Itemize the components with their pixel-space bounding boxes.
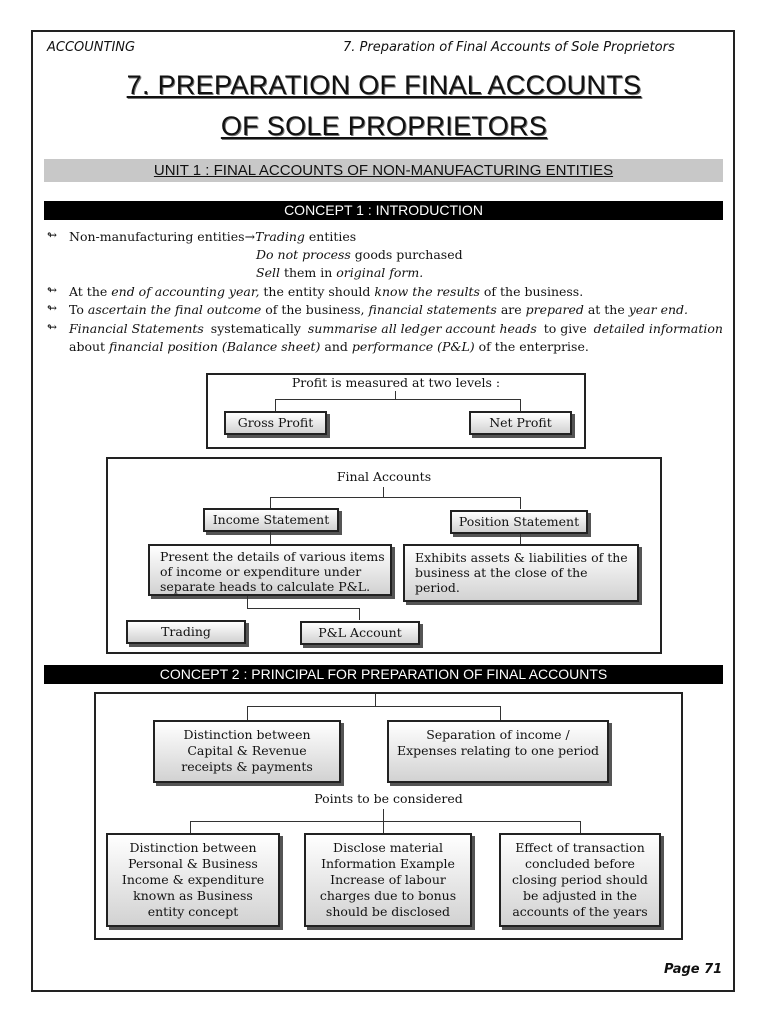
connector: [247, 706, 500, 707]
connector: [580, 821, 581, 833]
connector: [383, 809, 384, 821]
business-entity-box: Distinction between Personal & Business Income & expenditure known as Business entity concept: [106, 833, 280, 927]
connector: [190, 821, 580, 822]
adjustment-box: Effect of transaction concluded before closing period should be adjusted in the accounts of the years: [499, 833, 661, 927]
intro-line7: about financial position (Balance sheet) and performance (P&L) of the enterprise.: [69, 339, 589, 354]
connector: [383, 487, 384, 497]
disclosure-box: Disclose material Information Example Increase of labour charges due to bonus should be disclosed: [304, 833, 472, 927]
intro-line2: Do not process goods purchased: [256, 247, 463, 262]
connector: [375, 694, 376, 706]
connector: [395, 391, 396, 399]
position-statement-box: Position Statement: [450, 510, 588, 534]
net-profit-box: Net Profit: [469, 411, 572, 435]
capital-revenue-box: Distinction between Capital & Revenue receipts & payments: [153, 720, 341, 783]
concept1-heading: CONCEPT 1 : INTRODUCTION: [44, 201, 723, 220]
page-number: Page 71: [664, 962, 723, 977]
final-accounts-heading: Final Accounts: [336, 469, 432, 484]
connector: [359, 608, 360, 620]
bullet-icon: ↬: [47, 320, 58, 334]
connector: [520, 534, 521, 544]
connector: [247, 706, 248, 720]
concept2-heading: CONCEPT 2 : PRINCIPAL FOR PREPARATION OF FINAL ACCOUNTS: [44, 665, 723, 684]
bullet-icon: ↬: [47, 283, 58, 297]
intro-line3: Sell them in original form.: [256, 265, 424, 280]
intro-line4: At the end of accounting year, the entity should know the results of the business.: [69, 284, 584, 299]
bullet-icon: ↬: [47, 301, 58, 315]
points-heading: Points to be considered: [314, 791, 463, 806]
connector: [383, 821, 384, 833]
connector: [247, 596, 248, 608]
unit-heading: UNIT 1 : FINAL ACCOUNTS OF NON-MANUFACTURING ENTITIES: [44, 159, 723, 182]
connector: [270, 532, 271, 544]
connector: [500, 706, 501, 720]
connector: [247, 608, 359, 609]
intro-line5: To ascertain the final outcome of the business, financial statements are prepared at the year end.: [69, 302, 689, 317]
profit-heading: Profit is measured at two levels :: [291, 375, 501, 390]
page-title-line1: 7. PREPARATION OF FINAL ACCOUNTS: [126, 70, 642, 100]
header-chapter: 7. Preparation of Final Accounts of Sole Proprietors: [343, 40, 675, 55]
header-subject: ACCOUNTING: [47, 40, 136, 55]
position-description-box: Exhibits assets & liabilities of the business at the close of the period.: [403, 544, 639, 602]
connector: [520, 497, 521, 509]
intro-line6: Financial Statements systematically summarise all ledger account heads to give detailed information: [69, 321, 723, 336]
intro-line1: Non-manufacturing entities→Trading entities: [69, 229, 357, 244]
pl-account-box: P&L Account: [300, 621, 420, 645]
income-statement-box: Income Statement: [203, 508, 339, 532]
connector: [190, 821, 191, 833]
trading-box: Trading: [126, 620, 246, 644]
page-title-line2: OF SOLE PROPRIETORS: [220, 111, 548, 141]
connector: [520, 399, 521, 411]
gross-profit-box: Gross Profit: [224, 411, 327, 435]
connector: [275, 399, 520, 400]
income-description-box: Present the details of various items of income or expenditure under separate heads to calculate P&L.: [148, 544, 392, 596]
separation-of-income-box: Separation of income / Expenses relating to one period: [387, 720, 609, 783]
bullet-icon: ↬: [47, 228, 58, 242]
connector: [275, 399, 276, 411]
connector: [270, 497, 520, 498]
